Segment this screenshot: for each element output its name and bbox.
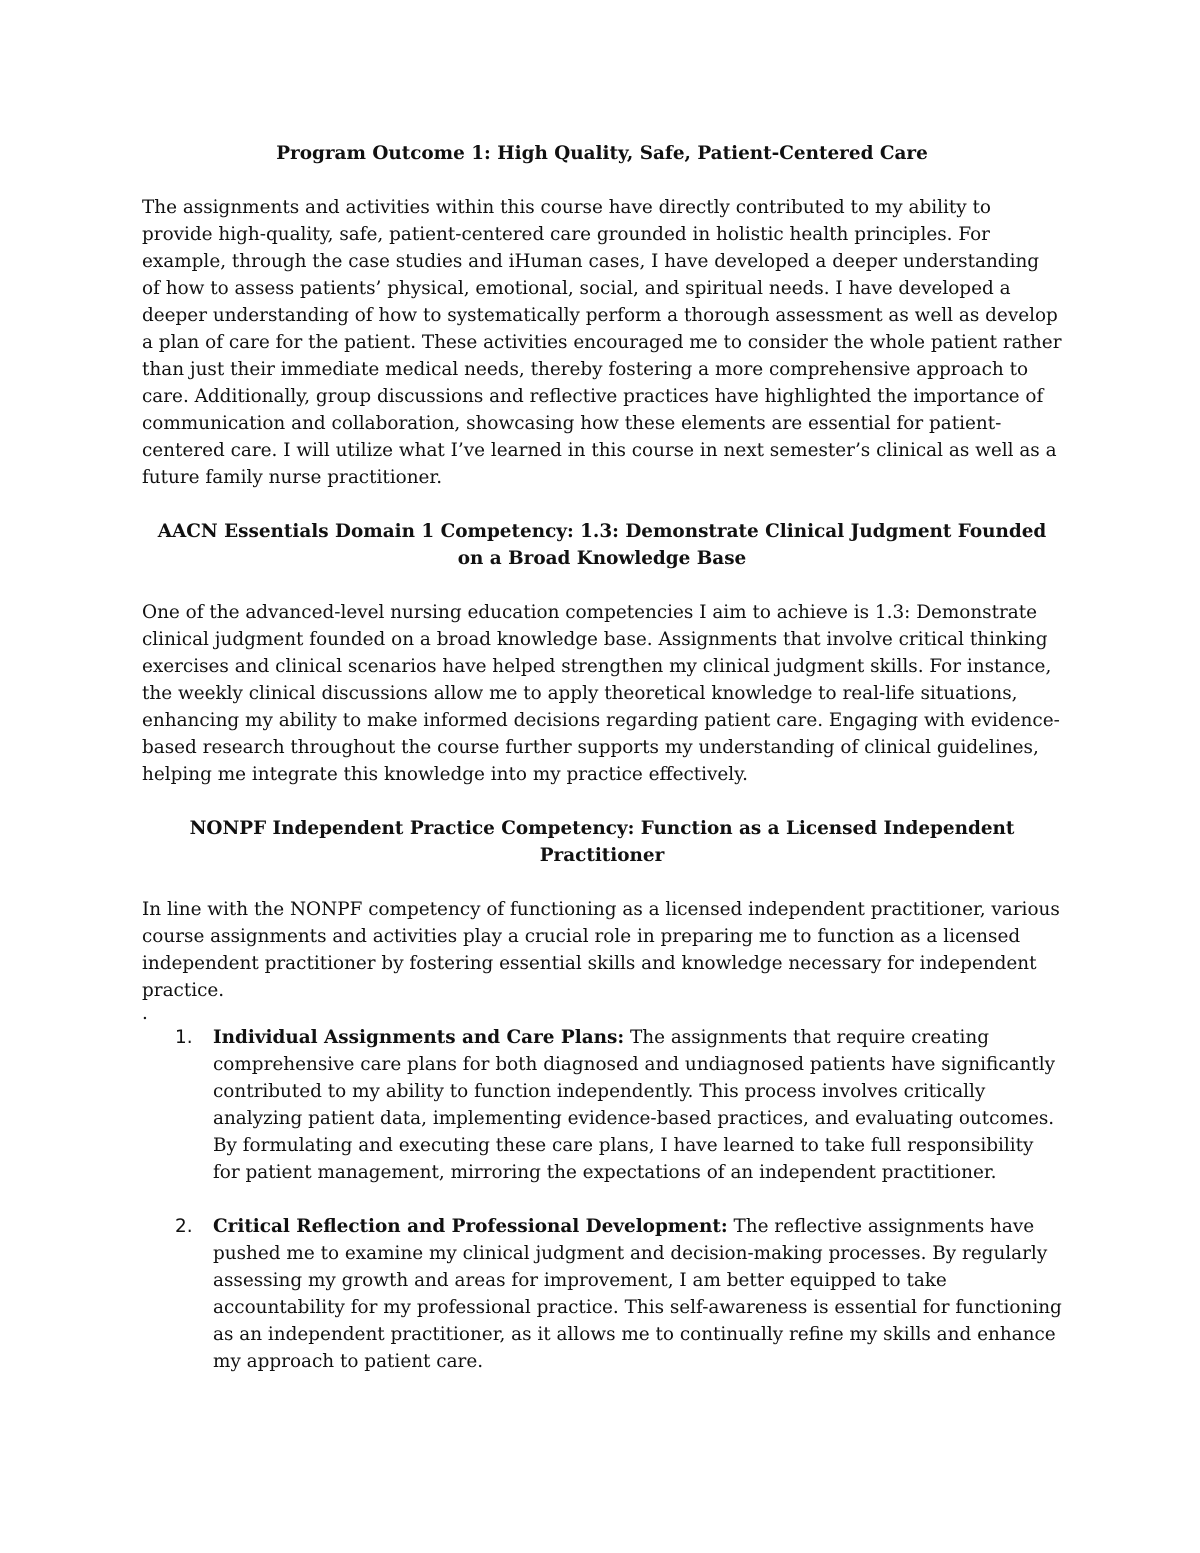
list-item-term: Critical Reflection and Professional Development:	[213, 1216, 728, 1237]
spacer	[142, 167, 1062, 194]
section-heading-program-outcome: Program Outcome 1: High Quality, Safe, Patient-Centered Care	[276, 143, 928, 164]
list-item	[142, 1213, 1062, 1375]
list-item-text: The reflective assignments have pushed me to examine my clinical judgment and decision-making processes. By regularly assessing my growth and areas for improvement, I am better equipped to take accountability for my professional practice. This self-awareness is essential for functioning as an independent practitioner, as it allows me to continually refine my skills and enhance my approach to patient care.	[213, 1216, 1062, 1372]
section-paragraph-nonpf-competency: In line with the NONPF competency of functioning as a licensed independent practitioner, various course assignments and activities play a crucial role in preparing me to function as a licensed independent practitioner by fostering essential skills and knowledge necessary for independent practice.	[142, 899, 1060, 1001]
spacer	[142, 572, 1062, 599]
list-number: 1.	[175, 1027, 193, 1048]
section-heading-aacn-competency: AACN Essentials Domain 1 Competency: 1.3: Demonstrate Clinical Judgment Founded on a Broad Knowledge Base	[157, 521, 1047, 569]
spacer	[142, 491, 1062, 518]
spacer	[142, 869, 1062, 896]
list-number: 2.	[175, 1216, 193, 1237]
spacer	[142, 788, 1062, 815]
section-paragraph-aacn-competency: One of the advanced-level nursing education competencies I aim to achieve is 1.3: Demonstrate clinical judgment founded on a broad knowledge base. Assignments that involve critical thinking exercises and clinical scenarios have helped strengthen my clinical judgment skills. For instance, the weekly clinical discussions allow me to apply theoretical knowledge to real-life situations, enhancing my ability to make informed decisions regarding patient care. Engaging with evidence-based research throughout the course further supports my understanding of clinical guidelines, helping me integrate this knowledge into my practice effectively.	[142, 602, 1060, 785]
list-item-text: The assignments that require creating comprehensive care plans for both diagnosed and undiagnosed patients have significantly contributed to my ability to function independently. This process involves critically analyzing patient data, implementing evidence-based practices, and evaluating outcomes. By formulating and executing these care plans, I have learned to take full responsibility for patient management, mirroring the expectations of an independent practitioner.	[213, 1027, 1056, 1183]
list-item-term: Individual Assignments and Care Plans:	[213, 1027, 625, 1048]
document-body	[142, 140, 1062, 1375]
section-paragraph-program-outcome: The assignments and activities within this course have directly contributed to my ability to provide high-quality, safe, patient-centered care grounded in holistic health principles. For example, through the case studies and iHuman cases, I have developed a deeper understanding of how to assess patients’ physical, emotional, social, and spiritual needs. I have developed a deeper understanding of how to systematically perform a thorough assessment as well as develop a plan of care for the patient. These activities encouraged me to consider the whole patient rather than just their immediate medical needs, thereby fostering a more comprehensive approach to care. Additionally, group discussions and reflective practices have highlighted the importance of communication and collaboration, showcasing how these elements are essential for patient-centered care. I will utilize what I’ve learned in this course in next semester’s clinical as well as a future family nurse practitioner.	[142, 197, 1062, 488]
stray-mark: .	[142, 1003, 148, 1024]
competency-list	[142, 1024, 1062, 1375]
list-item	[142, 1024, 1062, 1186]
section-heading-nonpf-competency: NONPF Independent Practice Competency: Function as a Licensed Independent Practitioner	[189, 818, 1015, 866]
